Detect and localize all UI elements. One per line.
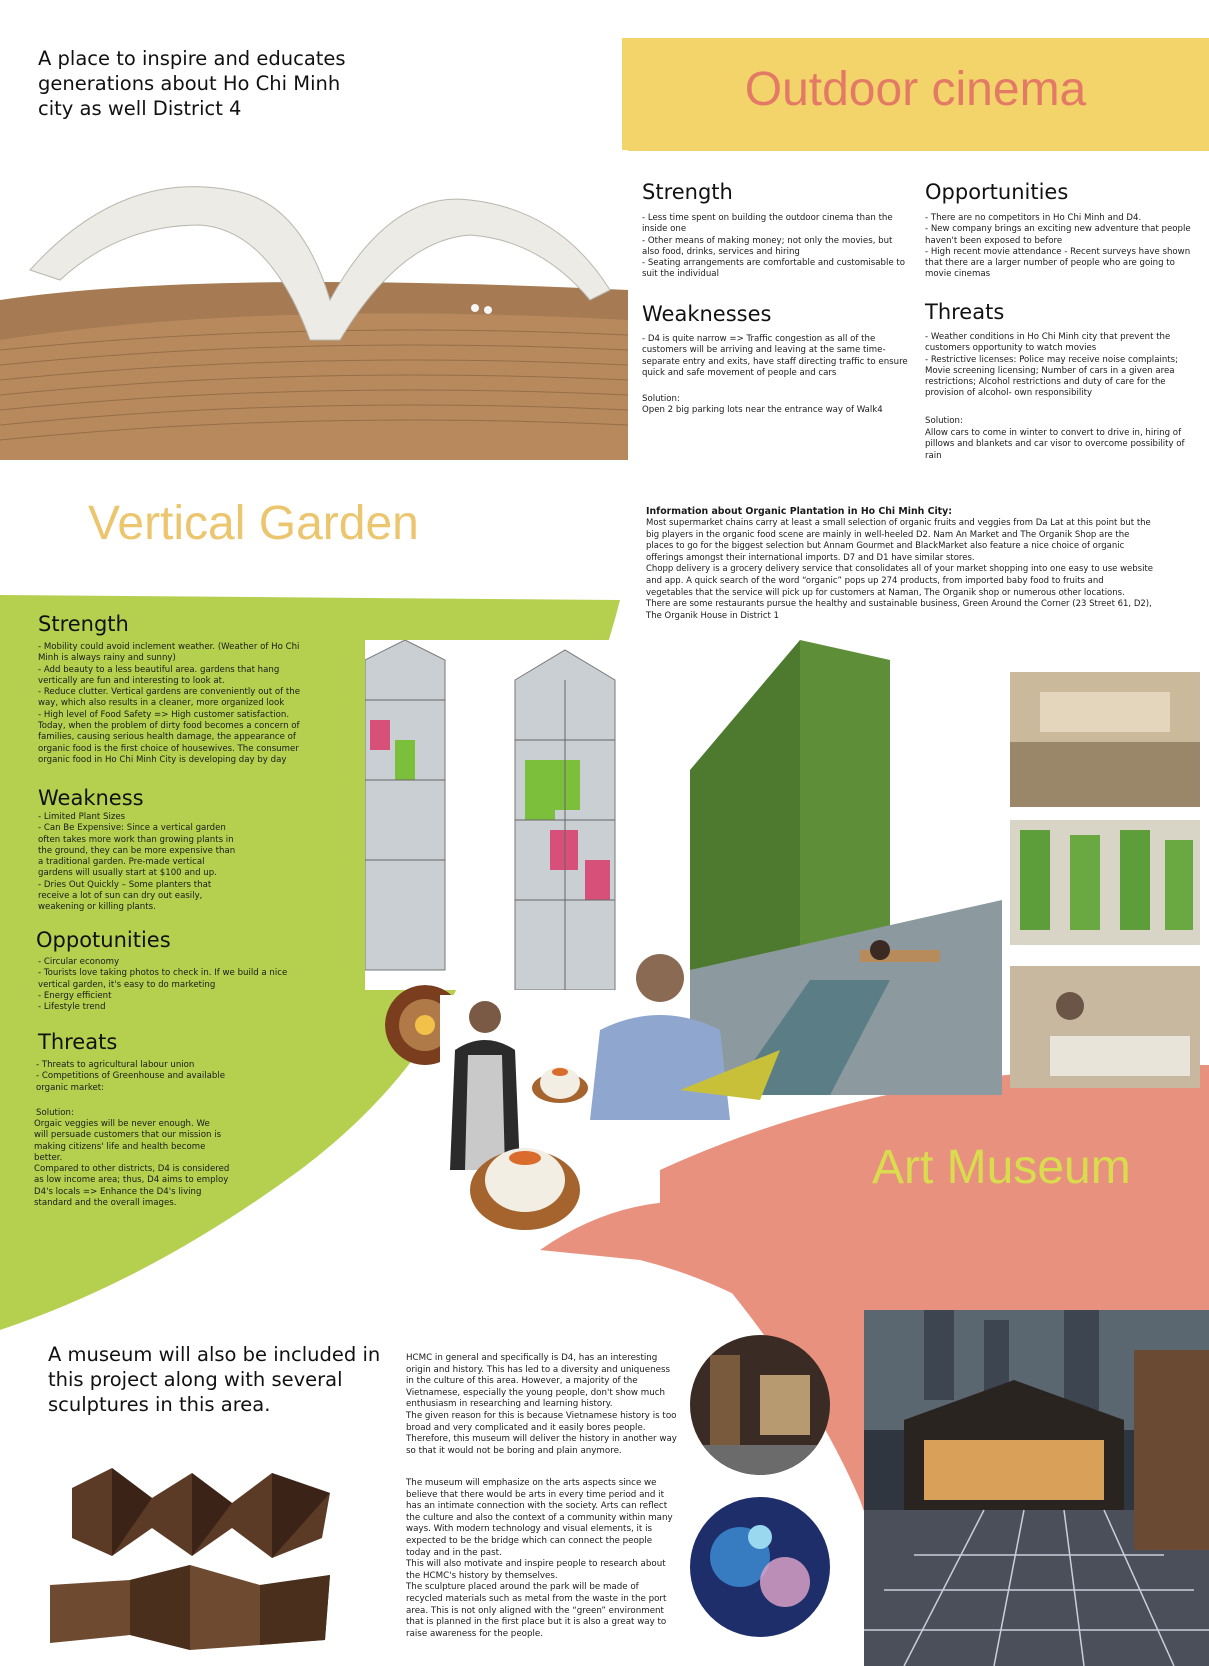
steamed-bun-photo: [465, 1110, 585, 1240]
museum-text-1: HCMC in general and specifically is D4, has an interesting origin and history. This has led to a diversity and uniqueness in the culture of this area. However, a majority of the Vietnamese, especially the young people, don't show much enthusiasm in researching and learning history. The given reason for this is because Vietnamese history is too broad and very complicated and it easily bores people. Therefore, this museum will deliver the history in another way so that it would not be boring and plain anymore.: [406, 1353, 677, 1456]
cinema-opportunities-text: - There are no competitors in Ho Chi Minh and D4. - New company brings an exciting new adventure that people haven't been exposed to before - High recent movie attendance - Recent surveys have shown that there are a larger number of people who are going to movie cinemas: [925, 213, 1191, 280]
greenhouse-tower-image: [365, 640, 665, 990]
workshop-photo: [1010, 966, 1200, 1088]
small-bun-photo: [530, 1060, 590, 1105]
cinema-weaknesses-text: - D4 is quite narrow => Traffic congestion as all of the customers will be arriving and leaving at the same time- separate entry and exits, have staff directing traffic to ensure quick and safe movement of people and cars: [642, 334, 908, 378]
organic-info-heading: Information about Organic Plantation in Ho Chi Minh City:: [646, 506, 953, 517]
vertical-garden-title: Vertical Garden: [88, 497, 419, 550]
museum-interior-photo: [690, 1335, 830, 1475]
intro-tagline: A place to inspire and educates generations about Ho Chi Minh city as well District 4: [38, 47, 346, 120]
garden-threats-solution-label: Solution:: [36, 1108, 74, 1118]
garden-threats-heading: Threats: [38, 1030, 118, 1054]
cinema-strength-heading: Strength: [642, 180, 733, 204]
garden-opportunities-text: - Circular economy - Tourists love taking photos to check in. If we build a nice vertical garden, it's easy to do marketing - Energy efficient - Lifestyle trend: [38, 957, 288, 1013]
cinema-threats-text: - Weather conditions in Ho Chi Minh city that prevent the customers opportunity to watch movies - Restrictive licenses: Police may receive noise complaints; Movie screening licensing; Number of cars in a given area restrictions; Alcohol restrictions and duty of care for the provision of alcohol- own responsibility: [925, 332, 1179, 399]
folded-sculpture-bottom: [50, 1565, 330, 1650]
cinema-opportunities-heading: Opportunities: [925, 180, 1069, 204]
outdoor-cinema-title: Outdoor cinema: [744, 63, 1087, 116]
cinema-weaknesses-solution: Open 2 big parking lots near the entrance way of Walk4: [642, 405, 883, 415]
cinema-threats-heading: Threats: [925, 300, 1005, 324]
cinema-threats-solution-label: Solution:: [925, 416, 963, 426]
tower-garden-photo: [1010, 820, 1200, 945]
digital-art-photo: [690, 1497, 830, 1637]
garden-strength-text: - Mobility could avoid inclement weather. (Weather of Ho Chi Minh is always rainy and sunny) - Add beauty to a less beautiful area. gardens that hang vertically are fun and interesting to look at. - Reduce clutter. Vertical gardens are conveniently out of the way, which also results in a cleaner, more organized look - High level of Food Safety => High customer satisfaction. Today, when the problem of dirty food becomes a concern of families, causing serious health damage, the appearance of organic food is the first choice of housewives. The consumer organic food in Ho Chi Minh City is developing day by day: [38, 642, 301, 765]
outdoor-cinema-render: [0, 150, 628, 460]
garden-threats-text: - Threats to agricultural labour union - Competitions of Greenhouse and available organic market:: [36, 1060, 226, 1093]
cinema-threats-solution: Allow cars to come in winter to convert to drive in, hiring of pillows and blankets and car visor to overcome possibility of rain: [925, 428, 1185, 461]
organic-info-text: Most supermarket chains carry at least a small selection of organic fruits and veggies from Da Lat at this point but the big players in the organic food scene are mainly in well-heeled D2. Nam An Market and The Organik Shop are the places to go for the biggest selection but Annam Gourmet and BlackMarket also feature a nice choice of organic offerings amongst their international imports. D7 and D1 have similar stores. Chopp delivery is a grocery delivery service that consolidates all of your market shopping into one easy to use website and app. A quick search of the word “organic” pops up 274 products, from imported baby food to fruits and vegetables that the service will pick up for customers at Naman, The Organik shop or numerous other locations. There are some restaurants pursue the healthy and sustainable business, Green Around the Corner (23 Street 61, D2), The Organik House in District 1: [646, 518, 1154, 621]
museum-lead-text: A museum will also be included in this project along with several sculptures in this area.: [48, 1343, 381, 1416]
garden-opportunities-heading: Oppotunities: [36, 928, 171, 952]
folded-sculpture-top: [72, 1468, 330, 1558]
museum-text-2: The museum will emphasize on the arts aspects since we believe that there would be arts in every time period and it has an intimate connection with the society. Arts can reflect the culture and also the context of a community within many ways. With modern technology and visual elements, it is expected to be the bridge which can connect the people today and in the past. This will also motivate and inspire people to research about the HCMC's history by themselves. The sculpture placed around the park will be made of recycled materials such as metal from the waste in the port area. This is not only aligned with the “green” environment that is planned in the first place but it is also a great way to raise awareness for the people.: [406, 1478, 673, 1639]
museum-building-render: [864, 1310, 1209, 1666]
vendor-man-photo: [590, 950, 780, 1120]
garden-strength-heading: Strength: [38, 612, 129, 636]
garden-weakness-text: - Limited Plant Sizes - Can Be Expensive: Since a vertical garden often takes more work than growing plants in the ground, they can be more expensive than a traditional garden. Pre-made vertical gardens will usually start at $100 and up. - Dries Out Quickly – Some planters that receive a lot of sun can dry out easily, weakening or killing plants.: [38, 812, 236, 913]
cinema-weaknesses-solution-label: Solution:: [642, 394, 680, 404]
art-museum-title: Art Museum: [872, 1141, 1131, 1194]
garden-threats-solution: Orgaic veggies will be never enough. We will persuade customers that our mission is making citizens' life and health become better. Compared to other districts, D4 is considered as low income area; thus, D4 aims to employ D4's locals => Enhance the D4's living standard and the overall images.: [34, 1119, 230, 1209]
cinema-strength-text: - Less time spent on building the outdoor cinema than the inside one - Other means of making money; not only the movies, but also food, drinks, services and hiring - Seating arrangements are comfortable and customisable to suit the individual: [642, 213, 906, 280]
cafe-interior-photo: [1010, 672, 1200, 807]
garden-weakness-heading: Weakness: [38, 786, 144, 810]
cinema-weaknesses-heading: Weaknesses: [642, 302, 772, 326]
